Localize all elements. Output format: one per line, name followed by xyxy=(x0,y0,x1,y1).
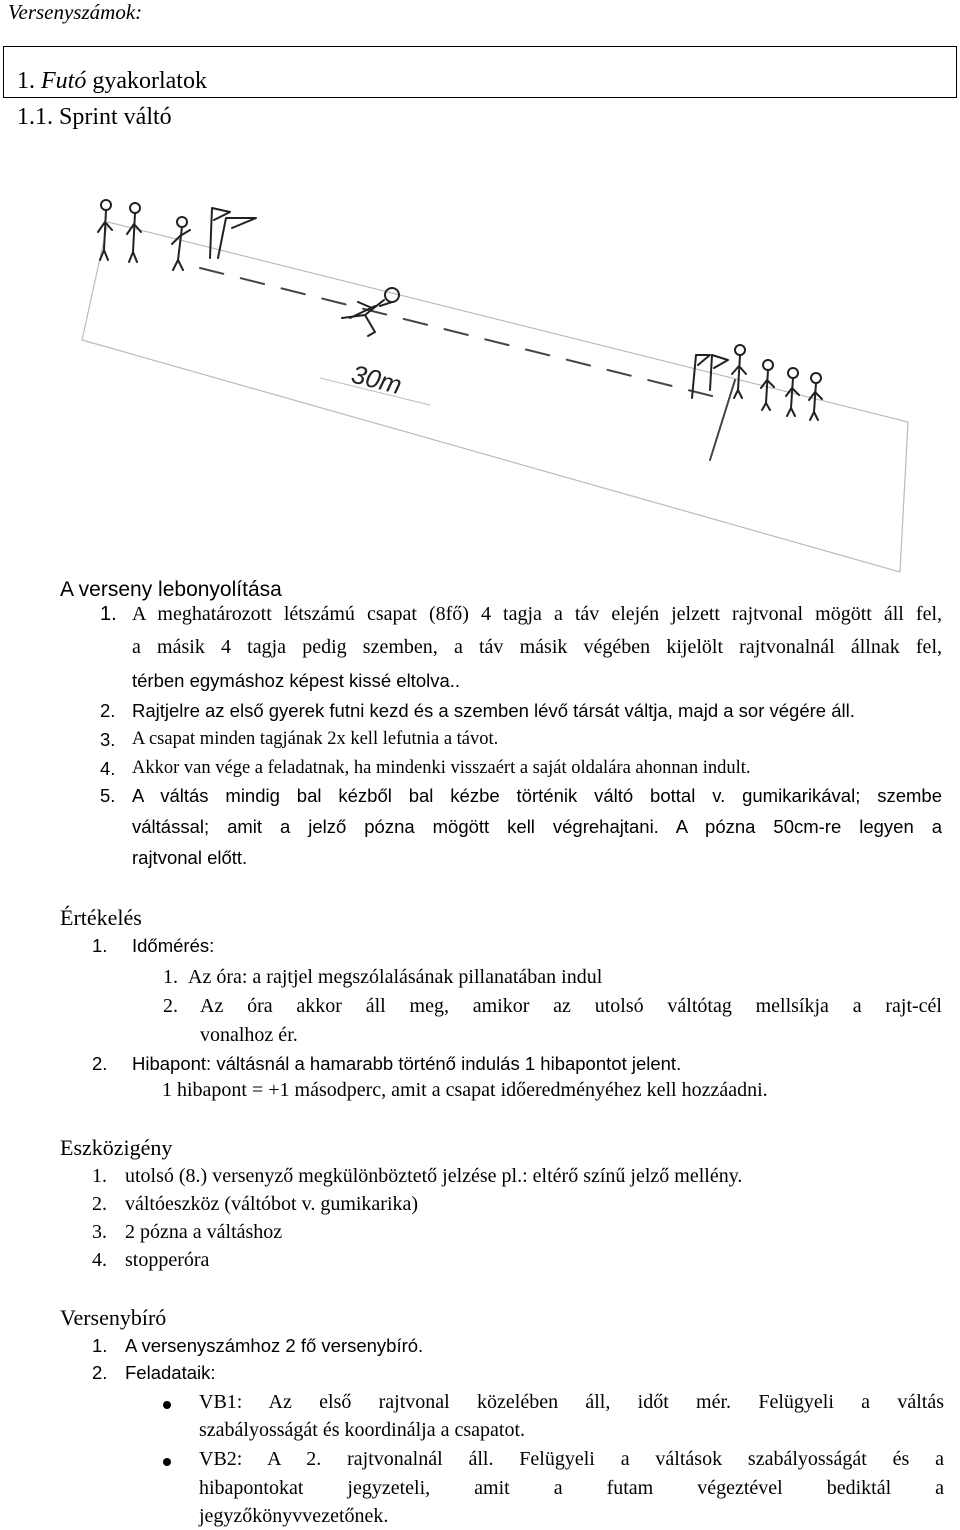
bullet-item-text: VB1: Az első rajtvonal közelében áll, időt mér. Felügyeli a váltás xyxy=(199,1391,944,1413)
list-item-text: térben egymáshoz képest kissé eltolva.. xyxy=(132,670,461,691)
lebonyolitas-heading: A verseny lebonyolítása xyxy=(60,578,282,601)
bullet-item-text: VB2: A 2. rajtvonalnál áll. Felügyeli a váltások szabályosságát és a xyxy=(199,1448,944,1470)
list-item-text: Időmérés: xyxy=(132,935,215,956)
list-item-text: 2 pózna a váltáshoz xyxy=(125,1221,283,1243)
sublist-item-text: Az óra: a rajtjel megszólalásának pillanatában indul xyxy=(188,966,603,988)
list-item-text: váltással; amit a jelző pózna mögött kell végrehajtani. A pózna 50cm-re legyen a xyxy=(132,816,942,837)
list-item-text: a másik 4 tagja pedig szemben, a táv másik végében kijelölt rajtvonalnál állnak fel, xyxy=(132,636,942,658)
bullet-item-text: szabályosságát és koordinálja a csapatot. xyxy=(199,1419,525,1441)
section-title xyxy=(17,68,207,95)
list-item-number: 1. xyxy=(92,1335,108,1356)
left-team-figures xyxy=(98,200,190,270)
relay-track-sketch xyxy=(20,160,950,580)
finish-line xyxy=(710,380,735,460)
eszkozigeny-heading: Eszközigény xyxy=(60,1135,173,1160)
bullet-dot xyxy=(163,1458,171,1466)
list-item-text: rajtvonal előtt. xyxy=(132,847,248,868)
list-item-number: 1. xyxy=(92,935,108,956)
list-item-number: 3. xyxy=(100,729,116,750)
list-item-text: A versenyszámhoz 2 fő versenybíró. xyxy=(125,1335,424,1356)
list-item-text: Feladataik: xyxy=(125,1362,216,1383)
distance-label: 30m xyxy=(348,358,405,401)
list-item-text: A meghatározott létszámú csapat (8fő) 4 tagja a táv elején jelzett rajtvonal mögött áll fel, xyxy=(132,603,942,625)
list-item-note: 1 hibapont = +1 másodperc, amit a csapat időeredményéhez kell hozzáadni. xyxy=(162,1079,768,1101)
list-item-text: stopperóra xyxy=(125,1249,210,1271)
list-item-text: Akkor van vége a feladatnak, ha mindenki visszaért a saját oldalára ahonnan indult. xyxy=(132,758,751,778)
list-item-text: A váltás mindig bal kézből bal kézbe történik váltó bottal v. gumikarikával; szembe xyxy=(132,785,942,806)
bullet-item-text: hibapontokat jegyzeteli, amit a futam végeztével bediktál a xyxy=(199,1477,944,1499)
section-header: Versenyszámok: xyxy=(8,0,143,24)
right-team-figures xyxy=(732,345,822,420)
sublist-item-number: 2. xyxy=(163,995,178,1017)
list-item-text: Rajtjelre az első gyerek futni kezd és a szemben lévő társát váltja, majd a sor végére áll. xyxy=(132,700,855,721)
running-figure xyxy=(342,288,399,336)
track-center-line xyxy=(200,268,720,401)
bullet-dot xyxy=(163,1401,171,1409)
subsection-title: 1.1. Sprint váltó xyxy=(17,104,172,130)
list-item-number: 5. xyxy=(100,785,116,806)
bullet-item-text: jegyzőkönyvvezetőnek. xyxy=(199,1505,389,1527)
list-item-text: A csapat minden tagjának 2x kell lefutnia a távot. xyxy=(132,729,499,749)
section-title-rest: gyakorlatok xyxy=(92,68,207,94)
sublist-item-number: 1. xyxy=(163,966,178,988)
ertekeles-heading: Értékelés xyxy=(60,905,142,930)
sublist-item-text: Az óra akkor áll meg, amikor az utolsó váltótag mellsíkja a rajt-cél xyxy=(200,995,942,1017)
list-item-number: 3. xyxy=(92,1221,107,1243)
list-item-number: 4. xyxy=(92,1249,107,1271)
list-item-number: 4. xyxy=(100,758,116,779)
versenybiro-heading: Versenybíró xyxy=(60,1305,167,1330)
section-number: 1. xyxy=(17,68,35,94)
track-outline xyxy=(82,222,908,572)
sublist-item-text: vonalhoz ér. xyxy=(200,1024,298,1046)
left-flag-poles xyxy=(210,208,256,258)
list-item-text: utolsó (8.) versenyző megkülönböztető jelzése pl.: eltérő színű jelző mellény. xyxy=(125,1165,743,1187)
list-item-number: 2. xyxy=(92,1053,108,1074)
list-item-number: 2. xyxy=(100,700,116,721)
list-item-text: váltóeszköz (váltóbot v. gumikarika) xyxy=(125,1193,419,1215)
list-item-text: Hibapont: váltásnál a hamarabb történő indulás 1 hibapontot jelent. xyxy=(132,1053,682,1074)
list-item-number: 2. xyxy=(92,1362,108,1383)
list-item-number: 2. xyxy=(92,1193,107,1215)
list-item-number: 1. xyxy=(92,1165,107,1187)
section-title-italic: Futó xyxy=(41,68,87,94)
list-item-number: 1. xyxy=(100,603,117,625)
